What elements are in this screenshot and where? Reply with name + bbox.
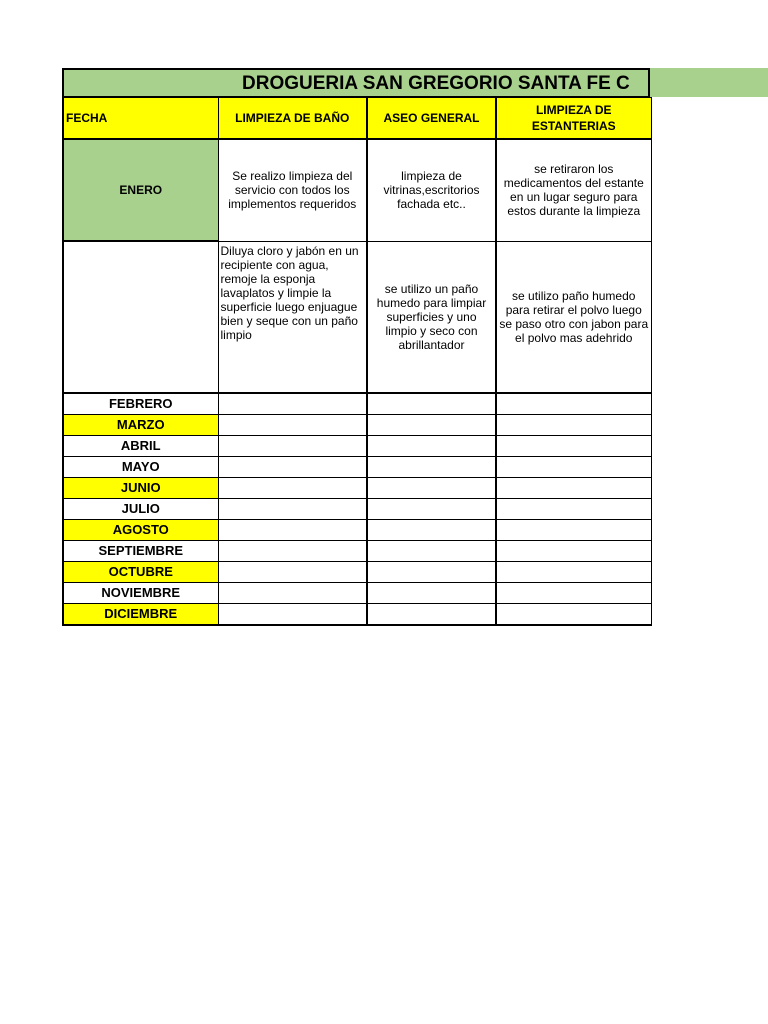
month-cell-julio[interactable]: JULIO: [63, 498, 218, 519]
header-aseo-general[interactable]: ASEO GENERAL: [367, 98, 496, 140]
month-row: [63, 540, 651, 561]
month-cell-septiembre[interactable]: SEPTIEMBRE: [63, 540, 218, 561]
month-bano-cell[interactable]: [218, 414, 367, 435]
header-limpieza-bano[interactable]: LIMPIEZA DE BAÑO: [218, 98, 367, 140]
month-bano-cell[interactable]: [218, 603, 367, 625]
month-row: [63, 456, 651, 477]
month-row: [63, 498, 651, 519]
month-estanterias-cell[interactable]: [496, 435, 651, 456]
month-cell-diciembre[interactable]: DICIEMBRE: [63, 603, 218, 625]
month-cell-abril[interactable]: ABRIL: [63, 435, 218, 456]
month-bano-cell[interactable]: [218, 519, 367, 540]
month-cell-octubre[interactable]: OCTUBRE: [63, 561, 218, 582]
month-row: [63, 561, 651, 582]
month-cell-mayo[interactable]: MAYO: [63, 456, 218, 477]
month-bano-cell[interactable]: [218, 561, 367, 582]
enero-aseo-cell-2[interactable]: se utilizo un paño humedo para limpiar superficies y uno limpio y seco con abrillantador: [367, 241, 496, 393]
month-aseo-cell[interactable]: [367, 582, 496, 603]
month-estanterias-cell[interactable]: [496, 498, 651, 519]
month-estanterias-cell[interactable]: [496, 456, 651, 477]
header-limpieza-estanterias[interactable]: LIMPIEZA DE ESTANTERIAS: [496, 98, 651, 140]
month-row: [63, 603, 651, 625]
month-aseo-cell[interactable]: [367, 456, 496, 477]
month-bano-cell[interactable]: [218, 582, 367, 603]
month-aseo-cell[interactable]: [367, 477, 496, 498]
month-row: [63, 477, 651, 498]
enero-bano-cell-2[interactable]: Diluya cloro y jabón en un recipiente con agua, remoje la esponja lavaplatos y limpie la superficie luego enjuague bien y seque con un paño limpio: [218, 241, 367, 393]
sheet-title[interactable]: DROGUERIA SAN GREGORIO SANTA FE C: [62, 68, 650, 97]
month-bano-cell[interactable]: [218, 540, 367, 561]
month-row: [63, 582, 651, 603]
enero-row-1: [63, 139, 651, 241]
month-cell-junio[interactable]: JUNIO: [63, 477, 218, 498]
cleaning-log-table: [62, 97, 652, 626]
month-estanterias-cell[interactable]: [496, 582, 651, 603]
month-row: [63, 519, 651, 540]
enero-aseo-cell-1[interactable]: limpieza de vitrinas,escritorios fachada etc..: [367, 139, 496, 241]
month-cell-noviembre[interactable]: NOVIEMBRE: [63, 582, 218, 603]
enero-estanterias-cell-1[interactable]: se retiraron los medicamentos del estante en un lugar seguro para estos durante la limpieza: [496, 139, 651, 241]
month-estanterias-cell[interactable]: [496, 540, 651, 561]
title-row: [62, 68, 768, 97]
month-bano-cell[interactable]: [218, 498, 367, 519]
month-estanterias-cell[interactable]: [496, 393, 651, 415]
month-bano-cell[interactable]: [218, 477, 367, 498]
month-aseo-cell[interactable]: [367, 540, 496, 561]
month-estanterias-cell[interactable]: [496, 477, 651, 498]
month-cell-agosto[interactable]: AGOSTO: [63, 519, 218, 540]
month-row: [63, 435, 651, 456]
month-bano-cell[interactable]: [218, 435, 367, 456]
month-estanterias-cell[interactable]: [496, 519, 651, 540]
month-aseo-cell[interactable]: [367, 435, 496, 456]
month-bano-cell[interactable]: [218, 456, 367, 477]
month-cell-marzo[interactable]: MARZO: [63, 414, 218, 435]
month-aseo-cell[interactable]: [367, 603, 496, 625]
header-fecha[interactable]: FECHA: [63, 98, 218, 140]
month-cell-febrero[interactable]: FEBRERO: [63, 393, 218, 415]
month-aseo-cell[interactable]: [367, 561, 496, 582]
empty-month-cell[interactable]: [63, 241, 218, 393]
month-aseo-cell[interactable]: [367, 498, 496, 519]
enero-bano-cell-1[interactable]: Se realizo limpieza del servicio con todos los implementos requeridos: [218, 139, 367, 241]
month-aseo-cell[interactable]: [367, 519, 496, 540]
month-estanterias-cell[interactable]: [496, 561, 651, 582]
enero-row-2: [63, 241, 651, 393]
header-row: [63, 98, 651, 140]
month-aseo-cell[interactable]: [367, 393, 496, 415]
month-row: [63, 414, 651, 435]
month-estanterias-cell[interactable]: [496, 603, 651, 625]
month-estanterias-cell[interactable]: [496, 414, 651, 435]
month-bano-cell[interactable]: [218, 393, 367, 415]
month-cell-enero[interactable]: ENERO: [63, 139, 218, 241]
month-aseo-cell[interactable]: [367, 414, 496, 435]
enero-estanterias-cell-2[interactable]: se utilizo paño humedo para retirar el polvo luego se paso otro con jabon para el polvo mas adehrido: [496, 241, 651, 393]
month-row: [63, 393, 651, 415]
title-fill-extension: [650, 68, 768, 97]
